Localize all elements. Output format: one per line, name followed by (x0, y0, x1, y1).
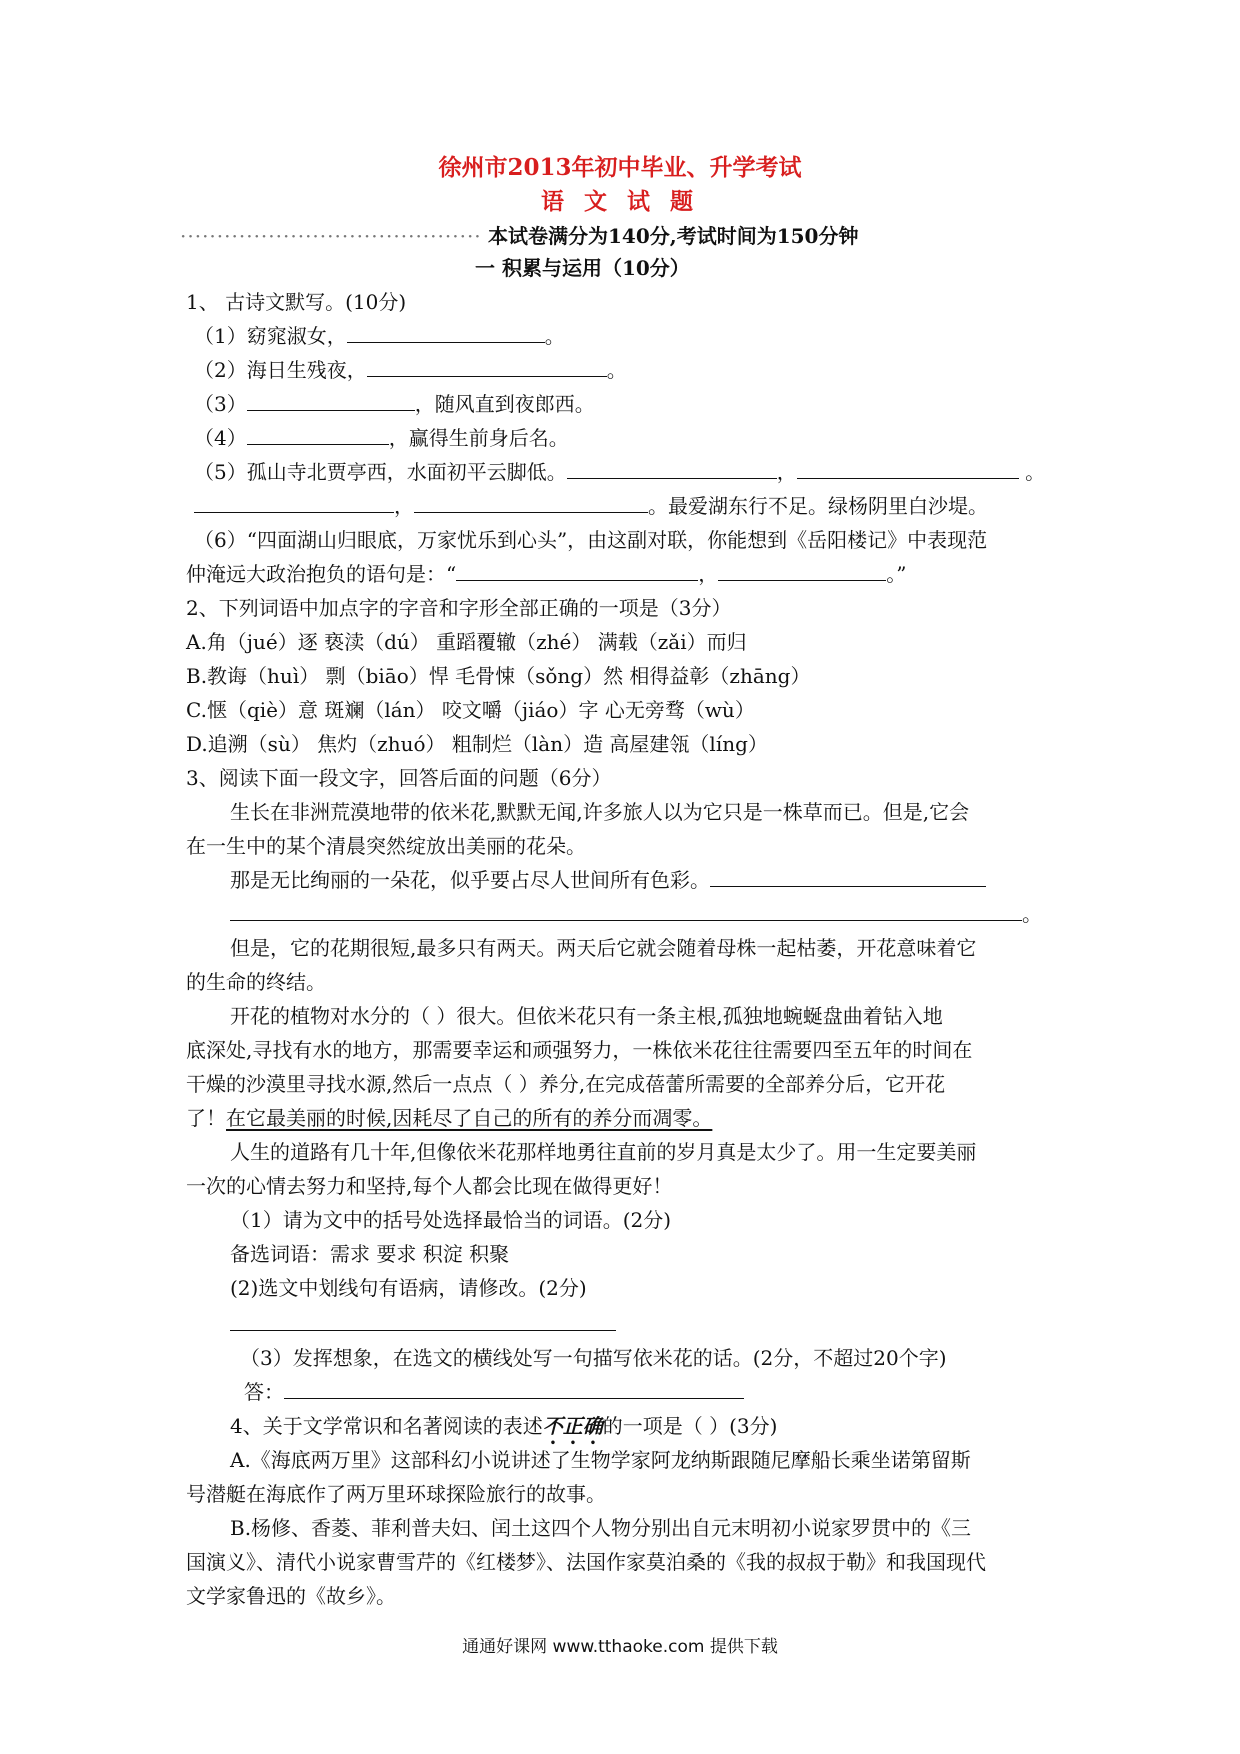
answer-blank[interactable] (797, 458, 1019, 479)
answer-blank[interactable] (284, 1378, 744, 1399)
q4-option-a-line2: 号潜艇在海底作了两万里环球探险旅行的故事。 (186, 1482, 606, 1506)
emphasized-text: 不正确 (542, 1414, 603, 1438)
q3-para3-line1: 但是，它的花期很短,最多只有两天。两天后它就会随着母株一起枯萎，开花意味着它 (230, 936, 977, 960)
q2-option-d[interactable]: D.追溯（sù） 焦灼（zhuó） 粗制烂（làn）造 高屋建瓴（líng） (186, 732, 768, 756)
answer-blank[interactable] (414, 492, 648, 513)
answer-blank[interactable] (710, 866, 986, 887)
q3-para4-line3: 干燥的沙漠里寻找水源,然后一点点（ ）养分,在完成蓓蕾所需要的全部养分后，它开花 (186, 1072, 946, 1096)
q3-para4-line2: 底深处,寻找有水的地方，那需要幸运和顽强努力，一株依米花往往需要四至五年的时间在 (186, 1038, 973, 1062)
q3-para4-line1: 开花的植物对水分的（ ）很大。但依米花只有一条主根,孤独地蜿蜒盘曲着钻入地 (230, 1004, 943, 1028)
q2-option-b[interactable]: B.教诲（huì） 剽（biāo）悍 毛骨悚（sǒng）然 相得益彰（zhāng） (186, 664, 811, 688)
page-footer: 通通好课网 www.tthaoke.com 提供下载 (462, 1637, 778, 1657)
q1-item-4: （4） ，赢得生前身后名。 (194, 426, 569, 450)
q4-stem: 4、关于文学常识和名著阅读的表述不正确的一项是（ ）(3分) (230, 1414, 778, 1438)
answer-blank[interactable] (247, 390, 415, 411)
q1-stem: 1、 古诗文默写。(10分) (186, 290, 407, 314)
q2-option-c[interactable]: C.惬（qiè）意 斑斓（lán） 咬文嚼（jiáo）字 心无旁骛（wù） (186, 698, 755, 722)
q3-para3-line2: 的生命的终结。 (186, 970, 326, 994)
q3-para1-line2: 在一生中的某个清晨突然绽放出美丽的花朵。 (186, 834, 586, 858)
exam-subject: 语 文 试 题 (540, 188, 700, 215)
answer-blank[interactable] (230, 900, 1022, 921)
exam-info-row (180, 222, 858, 250)
answer-blank[interactable] (247, 424, 389, 445)
answer-blank[interactable] (367, 356, 607, 377)
q3-para2-line2: 。 (230, 900, 1042, 928)
answer-blank[interactable] (567, 458, 777, 479)
q2-stem: 2、下列词语中加点字的字音和字形全部正确的一项是（3分） (186, 596, 732, 620)
q1-item-3: （3） ，随风直到夜郎西。 (194, 392, 595, 416)
dotted-leader: ········································· (180, 224, 482, 248)
q4-option-b-line2: 国演义》、清代小说家曹雪芹的《红楼梦》、法国作家莫泊桑的《我的叔叔于勒》和我国现代 (186, 1550, 986, 1574)
q1-item-6-line2: 仲淹远大政治抱负的语句是：“ ， 。” (186, 562, 907, 586)
q3-sub1-options: 备选词语：需求 要求 积淀 积聚 (230, 1242, 510, 1266)
answer-blank[interactable] (194, 492, 394, 513)
q4-option-b-line3: 文学家鲁迅的《故乡》。 (186, 1584, 396, 1608)
q3-sub3: （3）发挥想象，在选文的横线处写一句描写依米花的话。(2分，不超过20个字) (240, 1346, 947, 1370)
q4-option-b-line1[interactable]: B.杨修、香菱、菲利普夫妇、闰土这四个人物分别出自元末明初小说家罗贯中的《三 (230, 1516, 972, 1540)
q1-item-5: （5）孤山寺北贾亭西，水面初平云脚低。 ， 。 (194, 460, 1046, 484)
q4-option-a-line1[interactable]: A.《海底两万里》这部科幻小说讲述了生物学家阿龙纳斯跟随尼摩船长乘坐诺第留斯 (230, 1448, 971, 1472)
section-heading: 一 积累与运用（10分） (475, 256, 690, 280)
exam-info: 本试卷满分为140分,考试时间为150分钟 (488, 224, 859, 248)
q1-item-6: （6）“四面湖山归眼底，万家忧乐到心头”，由这副对联，你能想到《岳阳楼记》中表现范 (194, 528, 988, 552)
q3-sub2: (2)选文中划线句有语病，请修改。(2分) (230, 1276, 587, 1300)
q3-sub2-answer (230, 1310, 616, 1338)
q1-item-5-line2: ， 。最爱湖东行不足。绿杨阴里白沙堤。 (194, 492, 988, 520)
q1-item-1: （1）窈窕淑女， 。 (194, 324, 565, 348)
answer-blank[interactable] (230, 1310, 616, 1331)
q1-item-2: （2）海日生残夜， 。 (194, 358, 627, 382)
q3-para1-line1: 生长在非洲荒漠地带的依米花,默默无闻,许多旅人以为它只是一株草而已。但是,它会 (230, 800, 970, 824)
q3-para5-line2: 一次的心情去努力和坚持,每个人都会比现在做得更好！ (186, 1174, 673, 1198)
q3-sub1: （1）请为文中的括号处选择最恰当的词语。(2分) (230, 1208, 672, 1232)
q3-stem: 3、阅读下面一段文字，回答后面的问题（6分） (186, 766, 612, 790)
q3-sub3-answer: 答： (244, 1378, 744, 1406)
q3-para2-line1: 那是无比绚丽的一朵花，似乎要占尽人世间所有色彩。 (230, 866, 986, 894)
exam-title: 徐州市2013年初中毕业、升学考试 (438, 154, 802, 181)
answer-blank[interactable] (456, 560, 698, 581)
answer-blank[interactable] (718, 560, 886, 581)
q2-option-a[interactable]: A.角（jué）逐 亵渎（dú） 重蹈覆辙（zhé） 满载（zǎi）而归 (186, 630, 747, 654)
underlined-sentence: 在它最美丽的时候,因耗尽了自己的所有的养分而凋零。 (226, 1106, 713, 1130)
q3-para4-line4: 了！在它最美丽的时候,因耗尽了自己的所有的养分而凋零。 (186, 1106, 713, 1130)
answer-blank[interactable] (347, 322, 545, 343)
q3-para5-line1: 人生的道路有几十年,但像依米花那样地勇往直前的岁月真是太少了。用一生定要美丽 (230, 1140, 977, 1164)
